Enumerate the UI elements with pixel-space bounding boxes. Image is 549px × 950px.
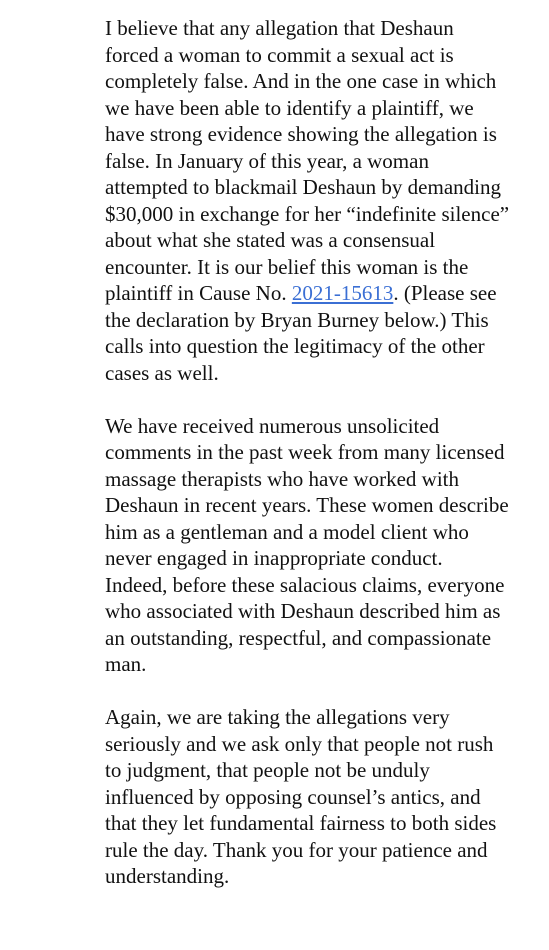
text-line: cases as well.	[105, 360, 219, 385]
text-line: who associated with Deshaun described him as	[105, 599, 501, 623]
text-line: understanding.	[105, 864, 230, 888]
text-line: man.	[105, 652, 147, 676]
text-segment: . (Please see	[393, 281, 497, 305]
paragraph-blackmail-claim	[48, 15, 510, 386]
paragraph-closing-request	[48, 704, 497, 890]
paragraph-therapist-comments	[48, 413, 509, 678]
text-line: to judgment, that people not be unduly	[105, 758, 430, 782]
text-line-with-link	[48, 280, 497, 307]
text-line: him as a gentleman and a model client who	[105, 519, 469, 544]
text-line: We have received numerous unsolicited	[105, 413, 440, 438]
text-line: massage therapists who have worked with	[105, 466, 459, 491]
text-line: never engaged in inappropriate conduct.	[105, 546, 443, 570]
text-line: we have been able to identify a plaintiff, we	[105, 95, 474, 120]
text-line: encounter. It is our belief this woman is the	[105, 254, 469, 279]
text-line: completely false. And in the one case in which	[105, 69, 497, 93]
text-line: that they let fundamental fairness to both sides	[105, 811, 497, 835]
text-line: $30,000 in exchange for her “indefinite silence”	[105, 201, 510, 226]
text-line: the declaration by Bryan Burney below.) This	[105, 307, 489, 332]
text-line: forced a woman to commit a sexual act is	[105, 42, 454, 67]
text-line: rule the day. Thank you for your patience and	[105, 837, 488, 862]
statement-document	[48, 15, 510, 890]
text-line: Again, we are taking the allegations very	[105, 705, 450, 729]
cause-number-link[interactable]: 2021-15613	[291, 281, 394, 305]
text-line: false. In January of this year, a woman	[105, 148, 429, 173]
text-line: comments in the past week from many licensed	[105, 440, 505, 464]
text-line: about what she stated was a consensual	[105, 228, 436, 252]
text-line: have strong evidence showing the allegation is	[105, 122, 497, 146]
text-line: calls into question the legitimacy of the other	[105, 334, 485, 358]
text-line: influenced by opposing counsel’s antics, and	[105, 784, 481, 809]
text-line: an outstanding, respectful, and compassionate	[105, 625, 492, 650]
text-segment: plaintiff in Cause No.	[105, 281, 292, 305]
text-line: attempted to blackmail Deshaun by demanding	[105, 175, 501, 199]
text-line: I believe that any allegation that Deshaun	[105, 16, 454, 40]
text-line: Indeed, before these salacious claims, everyone	[105, 572, 505, 597]
text-line: seriously and we ask only that people not rush	[105, 731, 494, 756]
text-line: Deshaun in recent years. These women describe	[105, 493, 509, 517]
